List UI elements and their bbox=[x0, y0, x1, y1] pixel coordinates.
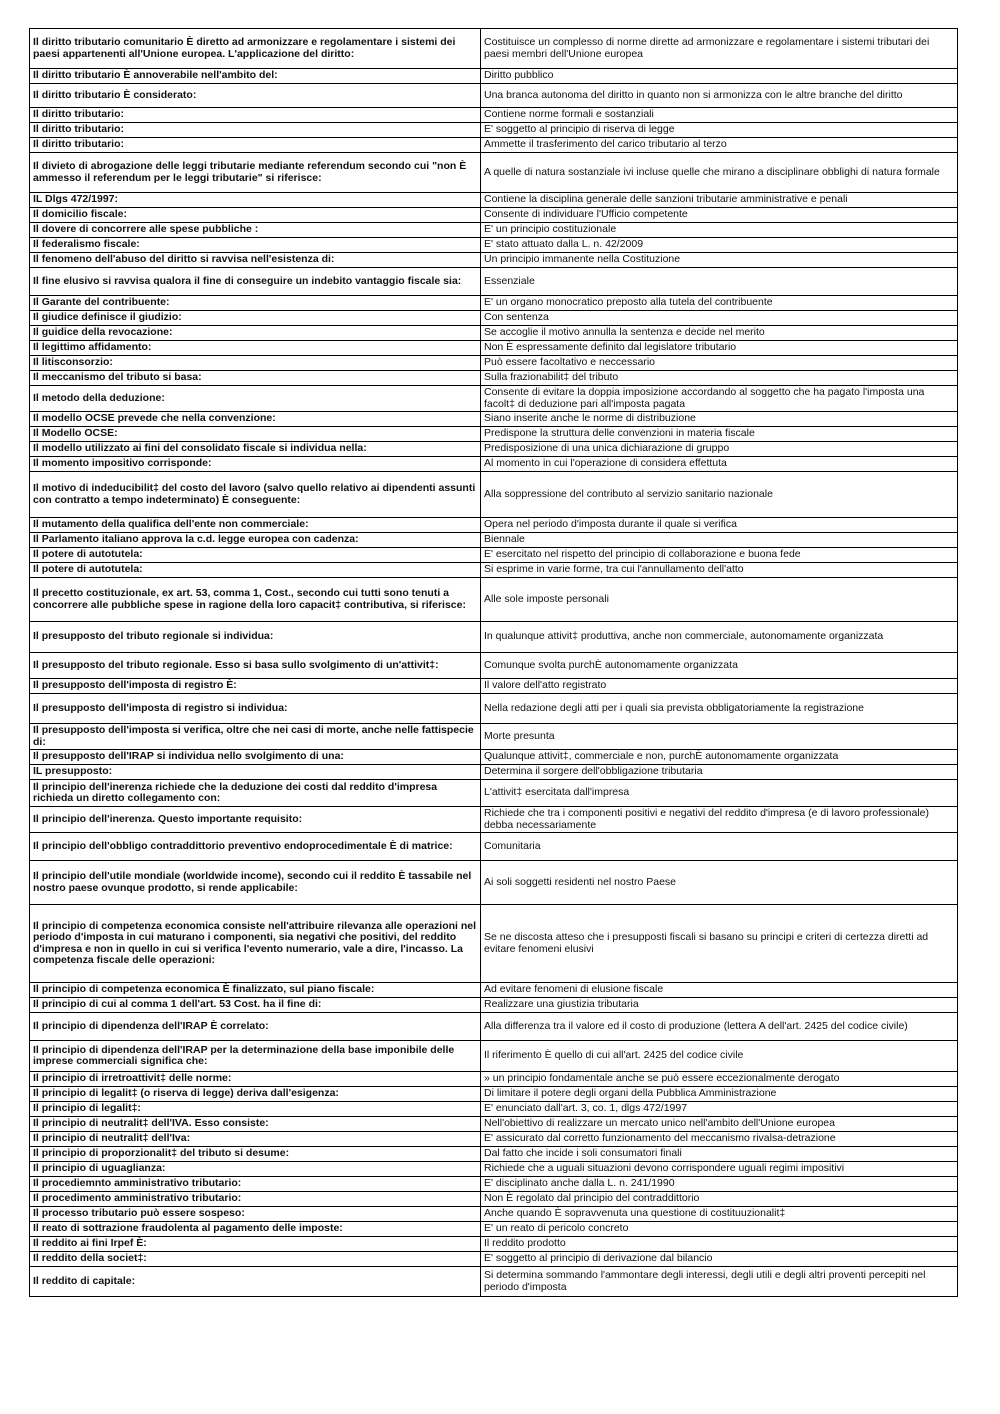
answer-cell: Si esprime in varie forme, tra cui l'annullamento dell'atto bbox=[481, 563, 958, 578]
table-row bbox=[30, 1117, 958, 1132]
answer-cell: Costituisce un complesso di norme dirette ad armonizzare e regolamentare i sistemi tributari dei paesi membri dell'Unione europea bbox=[481, 29, 958, 69]
answer-cell: Se ne discosta atteso che i presupposti fiscali si basano su principi e criteri di certezza diretti ad evitare fenomeni elusivi bbox=[481, 905, 958, 983]
table-row bbox=[30, 472, 958, 518]
question-cell: Il presupposto dell'imposta di registro È: bbox=[30, 679, 481, 694]
answer-cell: Si determina sommando l'ammontare degli interessi, degli utili e degli altri proventi percepiti nel periodo d'imposta bbox=[481, 1267, 958, 1297]
question-cell: Il principio di irretroattivit‡ delle norme: bbox=[30, 1072, 481, 1087]
table-row bbox=[30, 807, 958, 833]
answer-cell: Opera nel periodo d'imposta durante il quale si verifica bbox=[481, 518, 958, 533]
qa-table bbox=[29, 28, 958, 1297]
question-cell: Il modello OCSE prevede che nella convenzione: bbox=[30, 412, 481, 427]
question-cell: Il reddito della societ‡: bbox=[30, 1252, 481, 1267]
table-row bbox=[30, 326, 958, 341]
table-row bbox=[30, 622, 958, 653]
answer-cell: Richiede che tra i componenti positivi e negativi del reddito d'impresa (e di lavoro professionale) debba necessariamente bbox=[481, 807, 958, 833]
question-cell: Il domicilio fiscale: bbox=[30, 208, 481, 223]
answer-cell: Diritto pubblico bbox=[481, 69, 958, 84]
question-cell: IL presupposto: bbox=[30, 765, 481, 780]
question-cell: Il fine elusivo si ravvisa qualora il fine di conseguire un indebito vantaggio fiscale sia: bbox=[30, 268, 481, 296]
question-cell: Il momento impositivo corrisponde: bbox=[30, 457, 481, 472]
question-cell: Il divieto di abrogazione delle leggi tributarie mediante referendum secondo cui "non È ammesso il referendum per le leggi tributarie" si riferisce: bbox=[30, 153, 481, 193]
question-cell: Il meccanismo del tributo si basa: bbox=[30, 371, 481, 386]
answer-cell: Alla soppressione del contributo al servizio sanitario nazionale bbox=[481, 472, 958, 518]
question-cell: Il principio di legalit‡: bbox=[30, 1102, 481, 1117]
answer-cell: Consente di individuare l'Ufficio competente bbox=[481, 208, 958, 223]
question-cell: Il fenomeno dell'abuso del diritto si ravvisa nell'esistenza di: bbox=[30, 253, 481, 268]
table-row bbox=[30, 193, 958, 208]
question-cell: Il presupposto del tributo regionale. Esso si basa sullo svolgimento di un'attivit‡: bbox=[30, 653, 481, 679]
question-cell: Il principio dell'obbligo contraddittorio preventivo endoprocedimentale È di matrice: bbox=[30, 833, 481, 861]
table-row bbox=[30, 412, 958, 427]
question-cell: Il presupposto dell'imposta di registro si individua: bbox=[30, 694, 481, 724]
answer-cell: Non È regolato dal principio del contraddittorio bbox=[481, 1192, 958, 1207]
answer-cell: Se accoglie il motivo annulla la sentenza e decide nel merito bbox=[481, 326, 958, 341]
table-row bbox=[30, 998, 958, 1013]
answer-cell: Determina il sorgere dell'obbligazione tributaria bbox=[481, 765, 958, 780]
question-cell: Il potere di autotutela: bbox=[30, 563, 481, 578]
question-cell: Il principio di dipendenza dell'IRAP È correlato: bbox=[30, 1013, 481, 1041]
question-cell: Il precetto costituzionale, ex art. 53, comma 1, Cost., secondo cui tutti sono tenuti a concorrere alle pubbliche spese in ragione della loro capacit‡ contributiva, si riferisce: bbox=[30, 578, 481, 622]
table-row bbox=[30, 578, 958, 622]
table-row bbox=[30, 208, 958, 223]
table-row bbox=[30, 750, 958, 765]
table-row bbox=[30, 311, 958, 326]
table-row bbox=[30, 296, 958, 311]
answer-cell: Morte presunta bbox=[481, 724, 958, 750]
table-row bbox=[30, 1132, 958, 1147]
answer-cell: E' un principio costituzionale bbox=[481, 223, 958, 238]
table-row bbox=[30, 765, 958, 780]
answer-cell: Alla differenza tra il valore ed il costo di produzione (lettera A dell'art. 2425 del codice civile) bbox=[481, 1013, 958, 1041]
answer-cell: Alle sole imposte personali bbox=[481, 578, 958, 622]
answer-cell: A quelle di natura sostanziale ivi incluse quelle che mirano a disciplinare obblighi di natura formale bbox=[481, 153, 958, 193]
question-cell: Il federalismo fiscale: bbox=[30, 238, 481, 253]
question-cell: Il principio di competenza economica consiste nell'attribuire rilevanza alle operazioni nel periodo d'imposta in cui maturano i componenti, sia negativi che positivi, del reddito d'impresa e non in quello in cui si verifica l'evento numerario, vale a dire, l'incasso. La competenza fiscale delle operazioni: bbox=[30, 905, 481, 983]
answer-cell: Un principio immanente nella Costituzione bbox=[481, 253, 958, 268]
table-row bbox=[30, 1222, 958, 1237]
question-cell: Il principio di cui al comma 1 dell'art. 53 Cost. ha il fine di: bbox=[30, 998, 481, 1013]
table-row bbox=[30, 84, 958, 108]
table-row bbox=[30, 518, 958, 533]
table-row bbox=[30, 724, 958, 750]
table-row bbox=[30, 138, 958, 153]
question-cell: Il guidice della revocazione: bbox=[30, 326, 481, 341]
answer-cell: Sulla frazionabilit‡ del tributo bbox=[481, 371, 958, 386]
answer-cell: Siano inserite anche le norme di distribuzione bbox=[481, 412, 958, 427]
table-row bbox=[30, 983, 958, 998]
question-cell: Il principio di dipendenza dell'IRAP per la determinazione della base imponibile delle imprese commerciali significa che: bbox=[30, 1041, 481, 1072]
question-cell: Il reddito ai fini Irpef È: bbox=[30, 1237, 481, 1252]
answer-cell: E' un reato di pericolo concreto bbox=[481, 1222, 958, 1237]
table-row bbox=[30, 1252, 958, 1267]
answer-cell: Predisposizione di una unica dichiarazione di gruppo bbox=[481, 442, 958, 457]
answer-cell: Richiede che a uguali situazioni devono corrispondere uguali regimi impositivi bbox=[481, 1162, 958, 1177]
question-cell: Il presupposto dell'IRAP si individua nello svolgimento di una: bbox=[30, 750, 481, 765]
table-row bbox=[30, 548, 958, 563]
table-row bbox=[30, 29, 958, 69]
table-row bbox=[30, 268, 958, 296]
table-row bbox=[30, 653, 958, 679]
question-cell: Il principio dell'inerenza richiede che la deduzione dei costi dal reddito d'impresa richieda un diretto collegamento con: bbox=[30, 780, 481, 807]
answer-cell: Comunque svolta purchÈ autonomamente organizzata bbox=[481, 653, 958, 679]
question-cell: Il presupposto del tributo regionale si individua: bbox=[30, 622, 481, 653]
question-cell: Il diritto tributario comunitario È diretto ad armonizzare e regolamentare i sistemi dei paesi appartenenti all'Unione europea. L'applicazione del diritto: bbox=[30, 29, 481, 69]
table-row bbox=[30, 341, 958, 356]
table-row bbox=[30, 457, 958, 472]
table-row bbox=[30, 427, 958, 442]
answer-cell: Predispone la struttura delle convenzioni in materia fiscale bbox=[481, 427, 958, 442]
answer-cell: Contiene norme formali e sostanziali bbox=[481, 108, 958, 123]
answer-cell: Il valore dell'atto registrato bbox=[481, 679, 958, 694]
table-row bbox=[30, 1237, 958, 1252]
question-cell: Il presupposto dell'imposta si verifica, oltre che nei casi di morte, anche nelle fattispecie di: bbox=[30, 724, 481, 750]
answer-cell: Dal fatto che incide i soli consumatori finali bbox=[481, 1147, 958, 1162]
question-cell: Il litisconsorzio: bbox=[30, 356, 481, 371]
question-cell: IL Dlgs 472/1997: bbox=[30, 193, 481, 208]
table-row bbox=[30, 223, 958, 238]
table-row bbox=[30, 1013, 958, 1041]
table-row bbox=[30, 253, 958, 268]
table-row bbox=[30, 679, 958, 694]
answer-cell: Consente di evitare la doppia imposizione accordando al soggetto che ha pagato l'imposta una facolt‡ di deduzione pari all'imposta pagata bbox=[481, 386, 958, 412]
question-cell: Il diritto tributario: bbox=[30, 138, 481, 153]
answer-cell: Ad evitare fenomeni di elusione fiscale bbox=[481, 983, 958, 998]
answer-cell: Essenziale bbox=[481, 268, 958, 296]
answer-cell: E' stato attuato dalla L. n. 42/2009 bbox=[481, 238, 958, 253]
table-row bbox=[30, 1102, 958, 1117]
table-row bbox=[30, 386, 958, 412]
question-cell: Il giudice definisce il giudizio: bbox=[30, 311, 481, 326]
question-cell: Il diritto tributario È annoverabile nell'ambito del: bbox=[30, 69, 481, 84]
table-row bbox=[30, 123, 958, 138]
answer-cell: » un principio fondamentale anche se può essere eccezionalmente derogato bbox=[481, 1072, 958, 1087]
table-row bbox=[30, 153, 958, 193]
question-cell: Il procedimento amministrativo tributario: bbox=[30, 1192, 481, 1207]
table-row bbox=[30, 1267, 958, 1297]
question-cell: Il principio di legalit‡ (o riserva di legge) deriva dall'esigenza: bbox=[30, 1087, 481, 1102]
question-cell: Il diritto tributario È considerato: bbox=[30, 84, 481, 108]
question-cell: Il mutamento della qualifica dell'ente non commerciale: bbox=[30, 518, 481, 533]
table-row bbox=[30, 533, 958, 548]
question-cell: Il reddito di capitale: bbox=[30, 1267, 481, 1297]
answer-cell: E' disciplinato anche dalla L. n. 241/1990 bbox=[481, 1177, 958, 1192]
answer-cell: Realizzare una giustizia tributaria bbox=[481, 998, 958, 1013]
answer-cell: Di limitare il potere degli organi della Pubblica Amministrazione bbox=[481, 1087, 958, 1102]
question-cell: Il reato di sottrazione fraudolenta al pagamento delle imposte: bbox=[30, 1222, 481, 1237]
question-cell: Il procediemnto amministrativo tributario: bbox=[30, 1177, 481, 1192]
table-row bbox=[30, 1072, 958, 1087]
question-cell: Il principio di uguaglianza: bbox=[30, 1162, 481, 1177]
question-cell: Il Modello OCSE: bbox=[30, 427, 481, 442]
table-row bbox=[30, 1177, 958, 1192]
answer-cell: Una branca autonoma del diritto in quanto non si armonizza con le altre branche del diritto bbox=[481, 84, 958, 108]
table-row bbox=[30, 371, 958, 386]
answer-cell: Ai soli soggetti residenti nel nostro Paese bbox=[481, 861, 958, 905]
answer-cell: Nella redazione degli atti per i quali sia prevista obbligatoriamente la registrazione bbox=[481, 694, 958, 724]
answer-cell: Il riferimento È quello di cui all'art. 2425 del codice civile bbox=[481, 1041, 958, 1072]
answer-cell: Contiene la disciplina generale delle sanzioni tributarie amministrative e penali bbox=[481, 193, 958, 208]
qa-table-body bbox=[30, 29, 958, 1297]
question-cell: Il diritto tributario: bbox=[30, 108, 481, 123]
table-row bbox=[30, 1192, 958, 1207]
question-cell: Il processo tributario può essere sospeso: bbox=[30, 1207, 481, 1222]
answer-cell: Può essere facoltativo e neccessario bbox=[481, 356, 958, 371]
answer-cell: E' soggetto al principio di derivazione dal bilancio bbox=[481, 1252, 958, 1267]
table-row bbox=[30, 780, 958, 807]
answer-cell: Qualunque attivit‡, commerciale e non, purchÈ autonomamente organizzata bbox=[481, 750, 958, 765]
answer-cell: Biennale bbox=[481, 533, 958, 548]
table-row bbox=[30, 442, 958, 457]
question-cell: Il Garante del contribuente: bbox=[30, 296, 481, 311]
table-row bbox=[30, 1087, 958, 1102]
table-row bbox=[30, 1207, 958, 1222]
answer-cell: Al momento in cui l'operazione di considera effettuta bbox=[481, 457, 958, 472]
question-cell: Il metodo della deduzione: bbox=[30, 386, 481, 412]
answer-cell: In qualunque attivit‡ produttiva, anche non commerciale, autonomamente organizzata bbox=[481, 622, 958, 653]
table-row bbox=[30, 1162, 958, 1177]
table-row bbox=[30, 861, 958, 905]
answer-cell: Non È espressamente definito dal legislatore tributario bbox=[481, 341, 958, 356]
answer-cell: E' un organo monocratico preposto alla tutela del contribuente bbox=[481, 296, 958, 311]
answer-cell: Il reddito prodotto bbox=[481, 1237, 958, 1252]
answer-cell: E' esercitato nel rispetto del principio di collaborazione e buona fede bbox=[481, 548, 958, 563]
question-cell: Il dovere di concorrere alle spese pubbliche : bbox=[30, 223, 481, 238]
table-row bbox=[30, 1041, 958, 1072]
table-row bbox=[30, 69, 958, 84]
question-cell: Il Parlamento italiano approva la c.d. legge europea con cadenza: bbox=[30, 533, 481, 548]
answer-cell: E' enunciato dall'art. 3, co. 1, dlgs 472/1997 bbox=[481, 1102, 958, 1117]
answer-cell: L'attivit‡ esercitata dall'impresa bbox=[481, 780, 958, 807]
answer-cell: Comunitaria bbox=[481, 833, 958, 861]
question-cell: Il principio dell'utile mondiale (worldwide income), secondo cui il reddito È tassabile nel nostro paese ovunque prodotto, si rende applicabile: bbox=[30, 861, 481, 905]
answer-cell: Ammette il trasferimento del carico tributario al terzo bbox=[481, 138, 958, 153]
question-cell: Il principio di competenza economica È finalizzato, sul piano fiscale: bbox=[30, 983, 481, 998]
question-cell: Il diritto tributario: bbox=[30, 123, 481, 138]
answer-cell: Con sentenza bbox=[481, 311, 958, 326]
answer-cell: Nell'obiettivo di realizzare un mercato unico nell'ambito dell'Unione europea bbox=[481, 1117, 958, 1132]
table-row bbox=[30, 356, 958, 371]
table-row bbox=[30, 108, 958, 123]
table-row bbox=[30, 1147, 958, 1162]
question-cell: Il modello utilizzato ai fini del consolidato fiscale si individua nella: bbox=[30, 442, 481, 457]
question-cell: Il principio di neutralit‡ dell'Iva: bbox=[30, 1132, 481, 1147]
question-cell: Il principio di proporzionalit‡ del tributo si desume: bbox=[30, 1147, 481, 1162]
question-cell: Il principio di neutralit‡ dell'IVA. Esso consiste: bbox=[30, 1117, 481, 1132]
question-cell: Il potere di autotutela: bbox=[30, 548, 481, 563]
table-row bbox=[30, 694, 958, 724]
table-row bbox=[30, 238, 958, 253]
question-cell: Il motivo di indeducibilit‡ del costo del lavoro (salvo quello relativo ai dipendenti assunti con contratto a tempo indeterminato) È conseguente: bbox=[30, 472, 481, 518]
table-row bbox=[30, 905, 958, 983]
table-row bbox=[30, 563, 958, 578]
answer-cell: E' assicurato dal corretto funzionamento del meccanismo rivalsa-detrazione bbox=[481, 1132, 958, 1147]
answer-cell: E' soggetto al principio di riserva di legge bbox=[481, 123, 958, 138]
question-cell: Il legittimo affidamento: bbox=[30, 341, 481, 356]
table-row bbox=[30, 833, 958, 861]
answer-cell: Anche quando È sopravvenuta una questione di costituuzionalit‡ bbox=[481, 1207, 958, 1222]
question-cell: Il principio dell'inerenza. Questo importante requisito: bbox=[30, 807, 481, 833]
